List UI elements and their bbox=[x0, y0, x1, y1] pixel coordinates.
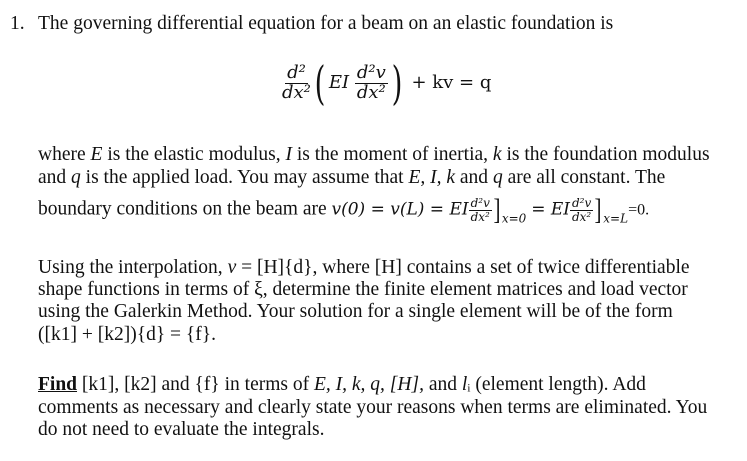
eval-bracket: ] bbox=[594, 193, 602, 226]
second-derivative-operator bbox=[282, 61, 311, 103]
text-line bbox=[38, 144, 710, 166]
numerator: d² bbox=[287, 61, 306, 83]
text-segment: boundary conditions on the beam are bbox=[38, 198, 332, 220]
text-segment: where bbox=[38, 144, 91, 165]
denominator: dx² bbox=[470, 209, 490, 224]
text-segment: E, I, k, q, [H], bbox=[314, 374, 424, 395]
left-paren: ( bbox=[314, 56, 326, 110]
text-segment: = [H]{d}, where [H] contains a set of twice differentiable bbox=[236, 257, 690, 278]
ei-term: EI bbox=[328, 72, 350, 93]
right-paren: ) bbox=[391, 56, 403, 110]
equation-rhs: + kv = q bbox=[411, 72, 492, 93]
text-line bbox=[38, 374, 646, 396]
curvature-fraction bbox=[355, 61, 388, 103]
denominator: dx² bbox=[356, 81, 386, 103]
text-segment: Using the interpolation, bbox=[38, 257, 228, 278]
intro-line bbox=[38, 13, 613, 35]
bc-subscript: x=0 bbox=[501, 211, 527, 226]
text-segment: ([k1] + [k2]){d} = {f}. bbox=[38, 324, 217, 345]
text-segment: ᵢ (element length). Add bbox=[467, 374, 646, 395]
text-line bbox=[38, 397, 707, 419]
bc-end: =0. bbox=[628, 201, 650, 219]
numerator: d²v bbox=[470, 195, 490, 210]
text-line bbox=[38, 419, 324, 441]
text-segment: } in terms of bbox=[210, 374, 314, 395]
text-line bbox=[38, 167, 665, 189]
bc-fraction bbox=[469, 197, 492, 223]
text-segment: do not need to evaluate the integrals. bbox=[38, 419, 325, 440]
numerator: d²v bbox=[356, 61, 386, 83]
eval-bracket: ] bbox=[493, 193, 501, 226]
text-segment: k bbox=[492, 144, 502, 165]
text-segment: is the applied load. You may assume that bbox=[80, 167, 409, 188]
text-segment: f bbox=[203, 374, 211, 395]
problem-number: 1. bbox=[10, 13, 25, 34]
text-segment: q bbox=[492, 167, 503, 188]
text-segment: and bbox=[455, 167, 493, 188]
text-segment: is the foundation modulus bbox=[501, 144, 710, 165]
bc-subscript: x=L bbox=[603, 211, 629, 226]
text-segment: I bbox=[285, 144, 292, 165]
text-segment: E bbox=[90, 144, 103, 165]
text-segment: [k1], [k2] and { bbox=[77, 374, 204, 395]
text-segment: and bbox=[38, 167, 72, 188]
text-segment: E, I, k bbox=[408, 167, 456, 188]
bc-mid: = EI bbox=[531, 199, 570, 220]
bc-lhs: v(0) = v(L) = EI bbox=[331, 199, 469, 220]
text-segment: and bbox=[423, 374, 462, 395]
text-segment: shape functions in terms of ξ, determine the finite element matrices and load vector bbox=[38, 279, 688, 300]
text-segment: is the moment of inertia, bbox=[292, 144, 493, 165]
boundary-conditions-line bbox=[38, 195, 649, 229]
find-label: Find bbox=[38, 374, 78, 395]
text-segment: are all constant. The bbox=[502, 167, 666, 188]
text-line bbox=[38, 257, 690, 279]
text-line bbox=[38, 301, 673, 323]
bc-fraction bbox=[570, 197, 593, 223]
text-segment: comments as necessary and clearly state your reasons when terms are eliminated. You bbox=[38, 397, 708, 418]
text-line bbox=[38, 279, 688, 301]
text-line bbox=[38, 324, 216, 346]
numerator: d²v bbox=[571, 195, 592, 210]
text-segment: q bbox=[71, 167, 81, 188]
text-segment bbox=[38, 198, 332, 219]
denominator: dx² bbox=[571, 209, 592, 224]
text-segment: using the Galerkin Method. Your solution for a single element will be of the form bbox=[38, 301, 673, 322]
governing-equation bbox=[282, 56, 492, 110]
text-segment: l bbox=[461, 374, 468, 395]
text-segment: is the elastic modulus, bbox=[102, 144, 286, 165]
text-segment: The governing differential equation for a beam on an elastic foundation is bbox=[38, 13, 614, 34]
denominator: dx² bbox=[282, 81, 311, 103]
text-segment: v bbox=[227, 257, 237, 278]
